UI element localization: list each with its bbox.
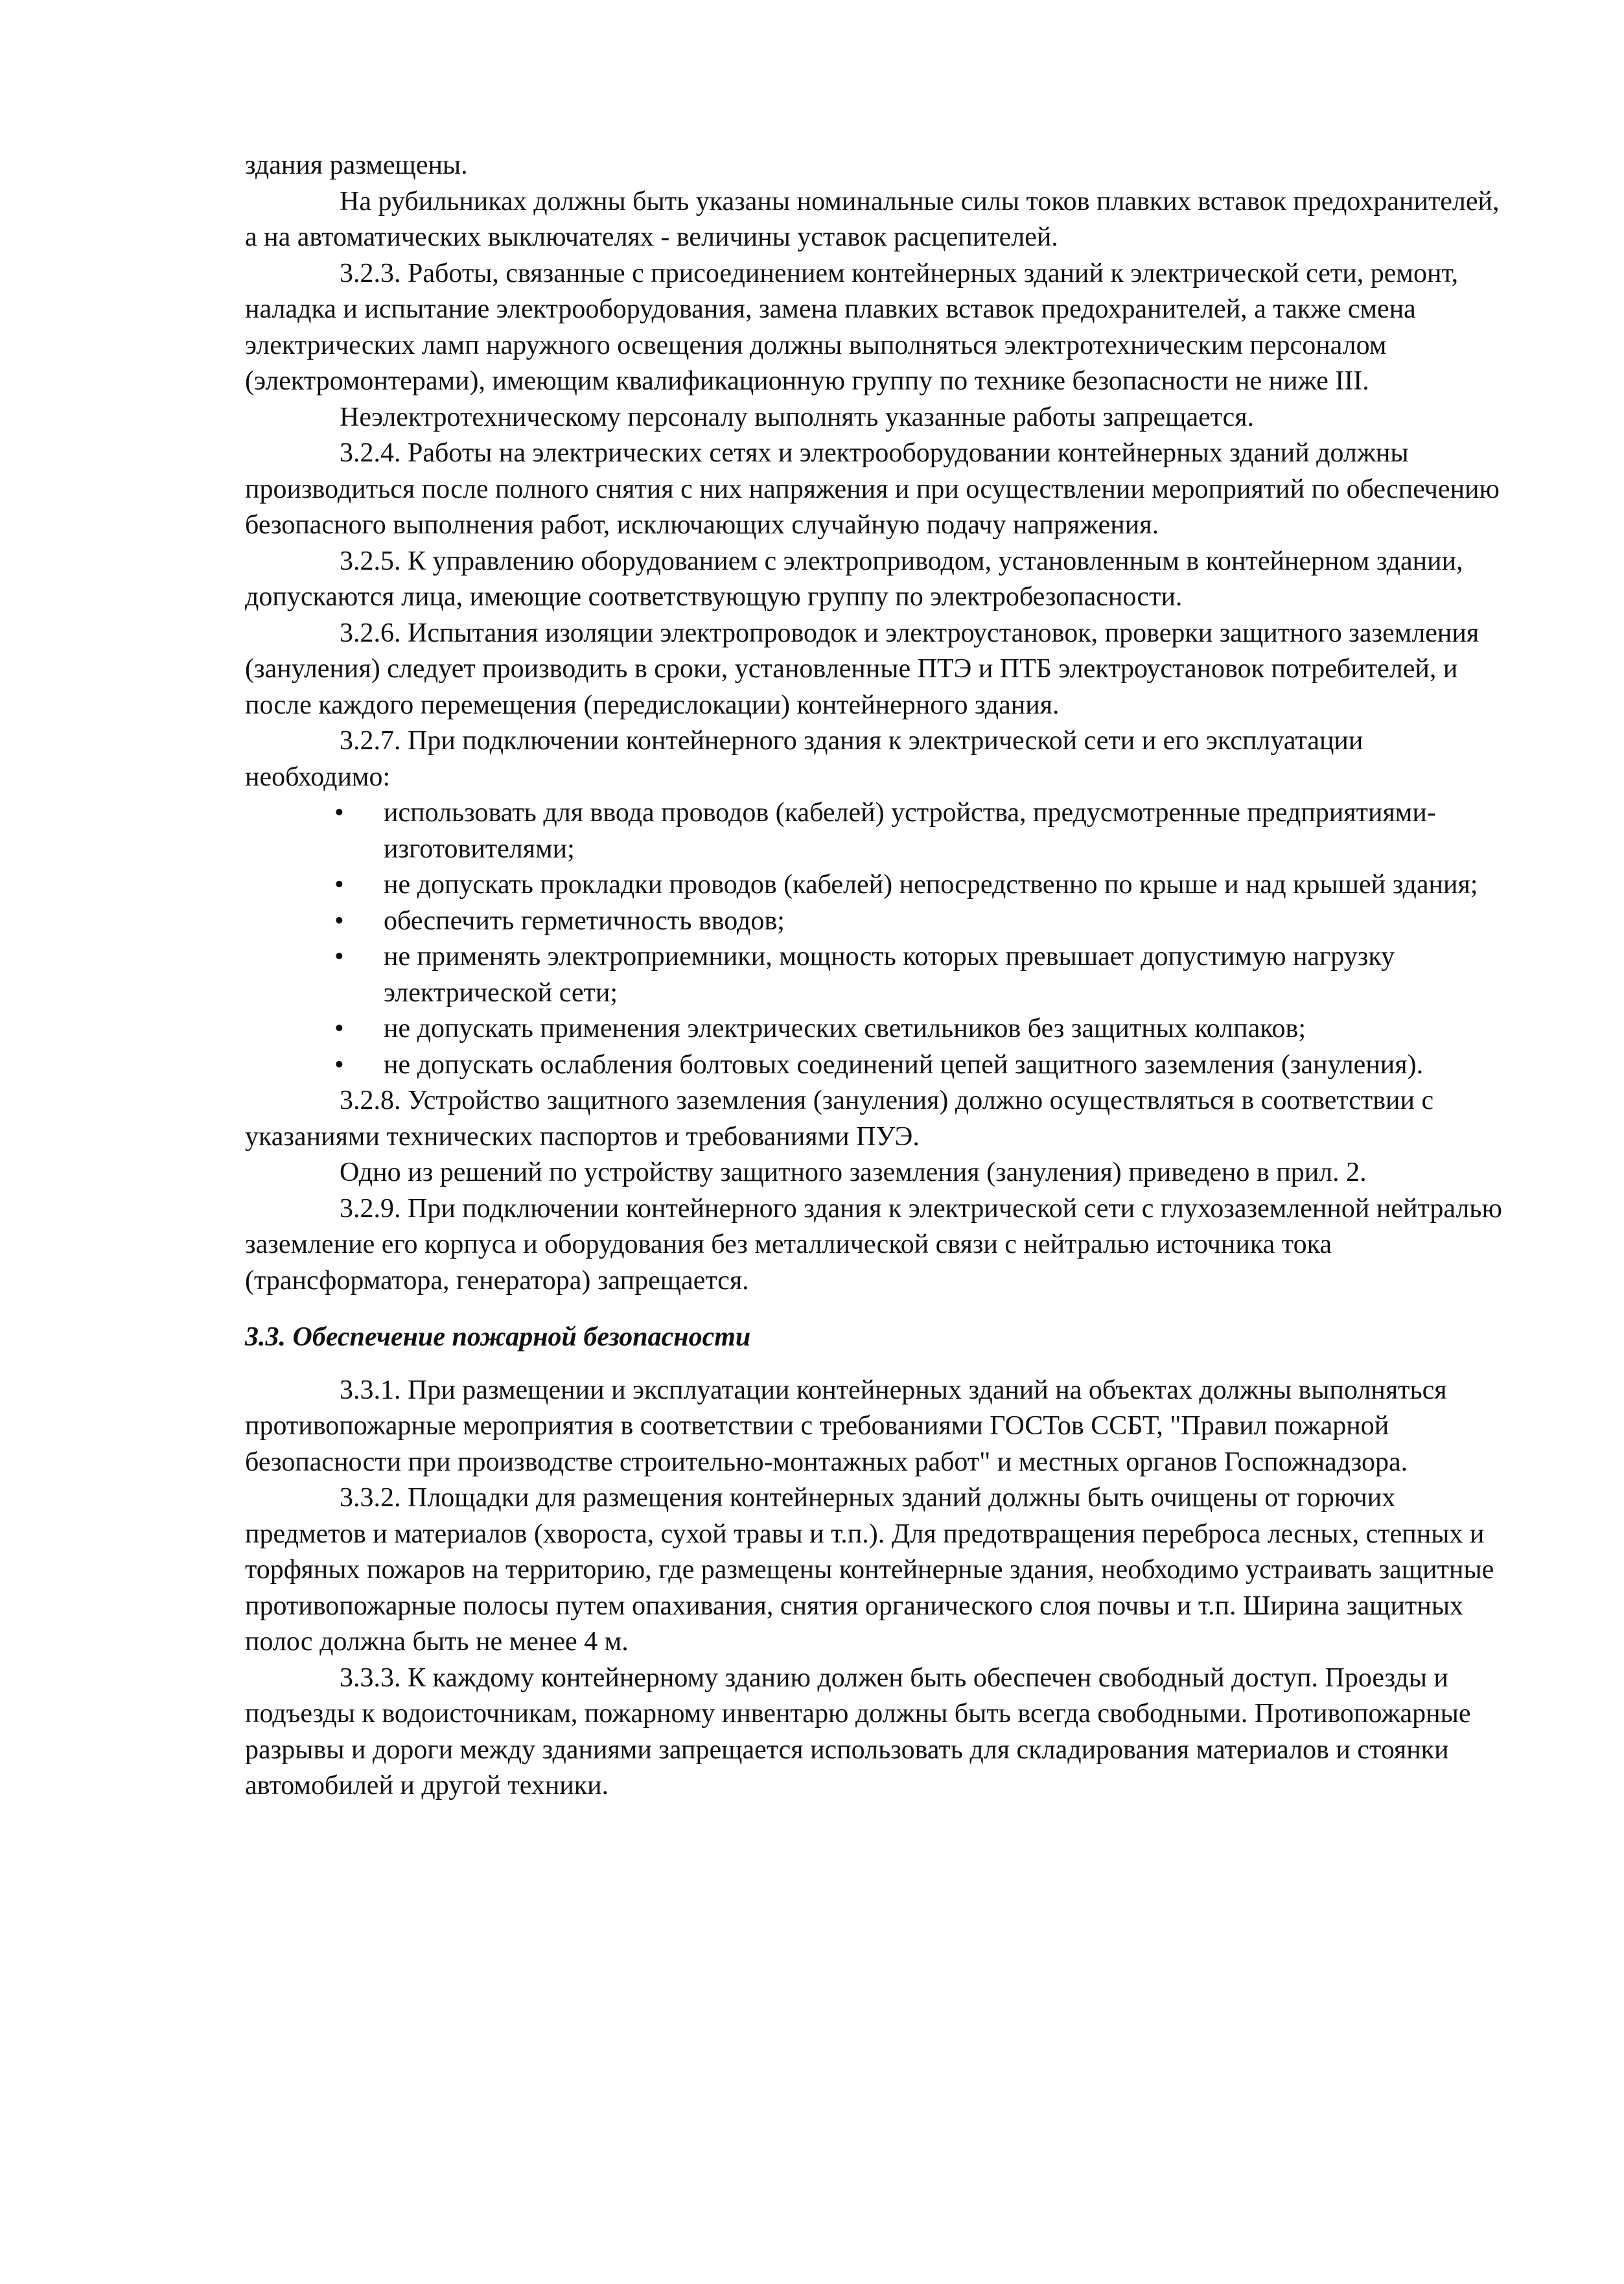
paragraph-3-2-7: 3.2.7. При подключении контейнерного здания к электрической сети и его эксплуатации необходимо: [245, 726, 1363, 792]
bullet-icon: • [334, 1049, 344, 1080]
paragraph-3-2-4: 3.2.4. Работы на электрических сетях и электрооборудовании контейнерных зданий должны производиться после полного снятия с них напряжения и при осуществлении мероприятий по обеспечению безопасного выполнения работ, исключающих случайную подачу напряжения. [245, 438, 1500, 540]
paragraph-switch-labels: На рубильниках должны быть указаны номинальные силы токов плавких вставок предохранителей, а на автоматических выключателях - величины уставок расцепителей. [245, 186, 1500, 252]
list-item [245, 795, 1515, 867]
bullet-icon: • [334, 942, 344, 972]
paragraph-continuation: здания размещены. [245, 150, 468, 180]
list-item [245, 867, 1515, 903]
requirements-list [245, 795, 1515, 1083]
bullet-icon: • [334, 870, 344, 900]
bullet-icon: • [334, 1014, 344, 1043]
list-item [245, 939, 1515, 1011]
paragraph-3-2-5: 3.2.5. К управлению оборудованием с электроприводом, установленным в контейнерном здании, допускаются лица, имеющие соответствующую группу по электробезопасности. [245, 546, 1463, 612]
list-item-text: не допускать ослабления болтовых соединений цепей защитного заземления (зануления). [384, 1049, 1424, 1080]
list-item [245, 1047, 1515, 1084]
list-item-text: не допускать прокладки проводов (кабелей) непосредственно по крыше и над крышей здания; [384, 870, 1478, 900]
list-item-text: использовать для ввода проводов (кабелей) устройства, предусмотренные предприятиями-изготовителями; [384, 798, 1436, 864]
paragraph-appendix-reference: Одно из решений по устройству защитного заземления (зануления) приведено в прил. 2. [340, 1158, 1367, 1187]
paragraph-3-2-9: 3.2.9. При подключении контейнерного здания к электрической сети с глухозаземленной нейтралью заземление его корпуса и оборудования без металлической связи с нейтралью источника тока (трансформатора, генератора) запрещается. [245, 1193, 1502, 1296]
paragraph-3-3-2: 3.3.2. Площадки для размещения контейнерных зданий должны быть очищены от горючих предметов и материалов (хвороста, сухой травы и т.п.). Для предотвращения переброса лесных, степных и торфяных пожаров на территорию, где размещены контейнерные здания, необходимо устраивать защитные противопожарные полосы путем опахивания, снятия органического слоя почвы и т.п. Ширина защитных полос должна быть не менее 4 м. [245, 1483, 1494, 1657]
list-item [245, 903, 1515, 940]
paragraph-non-electrical-staff: Неэлектротехническому персоналу выполнять указанные работы запрещается. [340, 402, 1255, 432]
paragraph-3-2-8: 3.2.8. Устройство защитного заземления (зануления) должно осуществляться в соответствии с указаниями технических паспортов и требованиями ПУЭ. [245, 1086, 1434, 1152]
document-body [245, 148, 1515, 1804]
list-item [245, 1011, 1515, 1047]
paragraph-3-3-1: 3.3.1. При размещении и эксплуатации контейнерных зданий на объектах должны выполняться противопожарные мероприятия в соответствии с требованиями ГОСТов ССБТ, "Правил пожарной безопасности при производстве строительно-монтажных работ" и местных органов Госпожнадзора. [245, 1375, 1447, 1477]
paragraph-3-3-3: 3.3.3. К каждому контейнерному зданию должен быть обеспечен свободный доступ. Проезды и подъезды к водоисточникам, пожарному инвентарю должны быть всегда свободными. Противопожарные разрывы и дороги между зданиями запрещается использовать для складирования материалов и стоянки автомобилей и другой техники. [245, 1662, 1471, 1800]
bullet-icon: • [334, 905, 344, 936]
section-heading-3-3: 3.3. Обеспечение пожарной безопасности [245, 1322, 751, 1352]
list-item-text: не допускать применения электрических светильников без защитных колпаков; [384, 1014, 1306, 1043]
paragraph-3-2-6: 3.2.6. Испытания изоляции электропроводок и электроустановок, проверки защитного заземления (зануления) следует производить в сроки, установленные ПТЭ и ПТБ электроустановок потребителей, и после каждого перемещения (передислокации) контейнерного здания. [245, 618, 1479, 720]
list-item-text: не применять электроприемники, мощность которых превышает допустимую нагрузку электрической сети; [384, 942, 1395, 1008]
bullet-icon: • [334, 798, 344, 828]
list-item-text: обеспечить герметичность вводов; [384, 905, 785, 936]
paragraph-3-2-3: 3.2.3. Работы, связанные с присоединением контейнерных зданий к электрической сети, ремонт, наладка и испытание электрооборудования, замена плавких вставок предохранителей, а также смена электрических ламп наружного освещения должны выполняться электротехническим персоналом (электромонтерами), имеющим квалификационную группу по технике безопасности не ниже III. [245, 258, 1459, 396]
